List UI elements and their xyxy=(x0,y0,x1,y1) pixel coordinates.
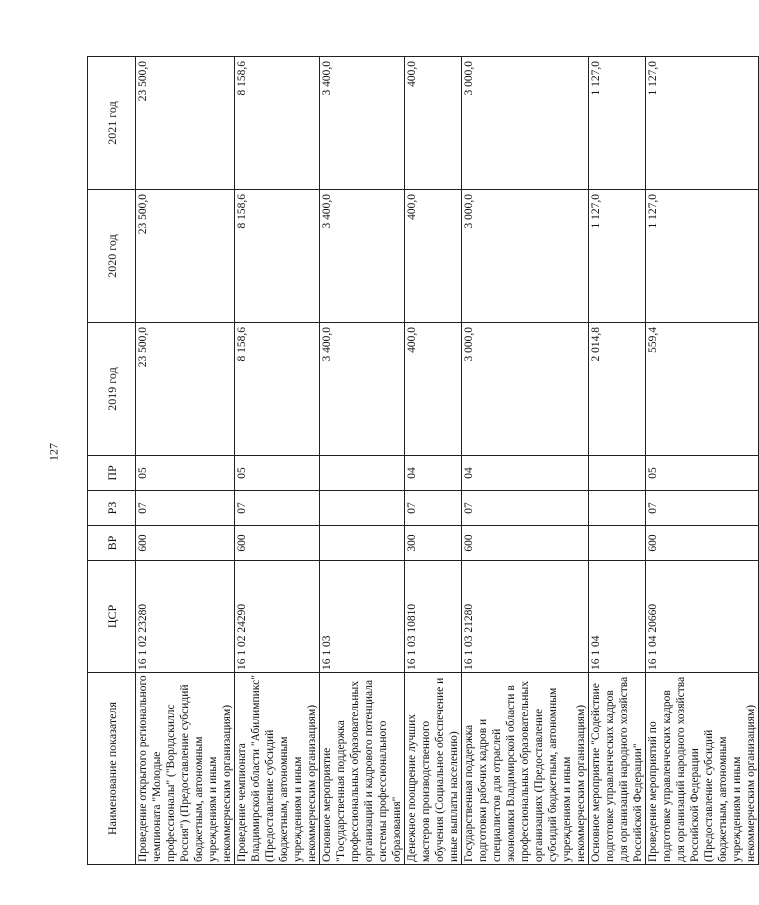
row-vr: 300 xyxy=(405,526,462,561)
header-rz: РЗ xyxy=(88,491,136,526)
table-row xyxy=(589,57,646,865)
row-2021: 1 127,0 xyxy=(646,57,759,190)
row-2021: 23 500,0 xyxy=(136,57,235,190)
row-2021: 1 127,0 xyxy=(589,57,646,190)
row-name: Денежное поощрение лучших мастеров производственного обучения (Социальное обеспечение и иные выплаты населению) xyxy=(405,673,462,865)
row-pr: 04 xyxy=(462,456,589,491)
row-pr xyxy=(320,456,405,491)
row-2019: 2 014,8 xyxy=(589,323,646,456)
row-rz: 07 xyxy=(136,491,235,526)
row-2020: 8 158,6 xyxy=(235,190,320,323)
row-rz: 07 xyxy=(646,491,759,526)
row-vr xyxy=(589,526,646,561)
row-pr: 04 xyxy=(405,456,462,491)
row-2020: 3 400,0 xyxy=(320,190,405,323)
row-vr: 600 xyxy=(136,526,235,561)
row-2021: 3 000,0 xyxy=(462,57,589,190)
page-number: 127 xyxy=(46,443,61,461)
row-2021: 3 400,0 xyxy=(320,57,405,190)
row-2019: 8 158,6 xyxy=(235,323,320,456)
row-2020: 400,0 xyxy=(405,190,462,323)
row-name: Проведение мероприятий по подготовке управленческих кадров для организаций народного хозяйства Российской Федерации (Предоставление субсидий бюджетным, автономным учреждениям и иным некоммерческим организациям) xyxy=(646,673,759,865)
row-rz: 07 xyxy=(462,491,589,526)
table-row xyxy=(405,57,462,865)
row-rz xyxy=(589,491,646,526)
row-csr: 16 1 03 10810 xyxy=(405,561,462,673)
table-row xyxy=(320,57,405,865)
row-name: Проведение открытого регионального чемпионата "Молодые профессионалы" ("Ворлдскиллс Россия") (Предоставление субсидий бюджетным, автономным учреждениям и иным некоммерческим организациям) xyxy=(136,673,235,865)
row-2020: 23 500,0 xyxy=(136,190,235,323)
table-row xyxy=(462,57,589,865)
row-csr: 16 1 04 xyxy=(589,561,646,673)
row-name: Основное мероприятие "Содействие подготовке управленческих кадров для организаций народного хозяйства Российской Федерации" xyxy=(589,673,646,865)
budget-table xyxy=(87,56,759,865)
table-row xyxy=(235,57,320,865)
row-2019: 3 000,0 xyxy=(462,323,589,456)
row-rz: 07 xyxy=(235,491,320,526)
row-pr xyxy=(589,456,646,491)
row-name: Проведение чемпионата Владимирской области "Абилимпикс" (Предоставление субсидий бюджетным, автономным учреждениям и иным некоммерческим организациям) xyxy=(235,673,320,865)
header-pr: ПР xyxy=(88,456,136,491)
row-name: Основное мероприятие "Государственная поддержка профессиональных образовательных организаций и кадрового потенциала системы профессионального образования" xyxy=(320,673,405,865)
row-vr: 600 xyxy=(235,526,320,561)
header-name: Наименование показателя xyxy=(88,673,136,865)
row-csr: 16 1 02 24290 xyxy=(235,561,320,673)
row-2020: 3 000,0 xyxy=(462,190,589,323)
row-2020: 1 127,0 xyxy=(589,190,646,323)
header-2021: 2021 год xyxy=(88,57,136,190)
row-csr: 16 1 03 21280 xyxy=(462,561,589,673)
row-2019: 23 500,0 xyxy=(136,323,235,456)
row-csr: 16 1 03 xyxy=(320,561,405,673)
row-csr: 16 1 04 20660 xyxy=(646,561,759,673)
row-2021: 400,0 xyxy=(405,57,462,190)
row-2019: 3 400,0 xyxy=(320,323,405,456)
row-pr: 05 xyxy=(235,456,320,491)
row-name: Государственная поддержка подготовки рабочих кадров и специалистов для отраслей экономики Владимирской области в профессиональных образовательных организациях (Предоставление субсидий бюджетным, автономным учреждениям и иным некоммерческим организациям) xyxy=(462,673,589,865)
row-rz xyxy=(320,491,405,526)
rotated-table-container xyxy=(87,57,757,865)
header-2020: 2020 год xyxy=(88,190,136,323)
header-2019: 2019 год xyxy=(88,323,136,456)
row-csr: 16 1 02 23280 xyxy=(136,561,235,673)
table-row xyxy=(646,57,759,865)
row-2021: 8 158,6 xyxy=(235,57,320,190)
row-2019: 559,4 xyxy=(646,323,759,456)
row-vr: 600 xyxy=(646,526,759,561)
row-2019: 400,0 xyxy=(405,323,462,456)
row-pr: 05 xyxy=(136,456,235,491)
row-vr: 600 xyxy=(462,526,589,561)
header-vr: ВР xyxy=(88,526,136,561)
header-row xyxy=(88,57,136,865)
row-pr: 05 xyxy=(646,456,759,491)
row-rz: 07 xyxy=(405,491,462,526)
table-row xyxy=(136,57,235,865)
row-vr xyxy=(320,526,405,561)
row-2020: 1 127,0 xyxy=(646,190,759,323)
header-csr: ЦСР xyxy=(88,561,136,673)
